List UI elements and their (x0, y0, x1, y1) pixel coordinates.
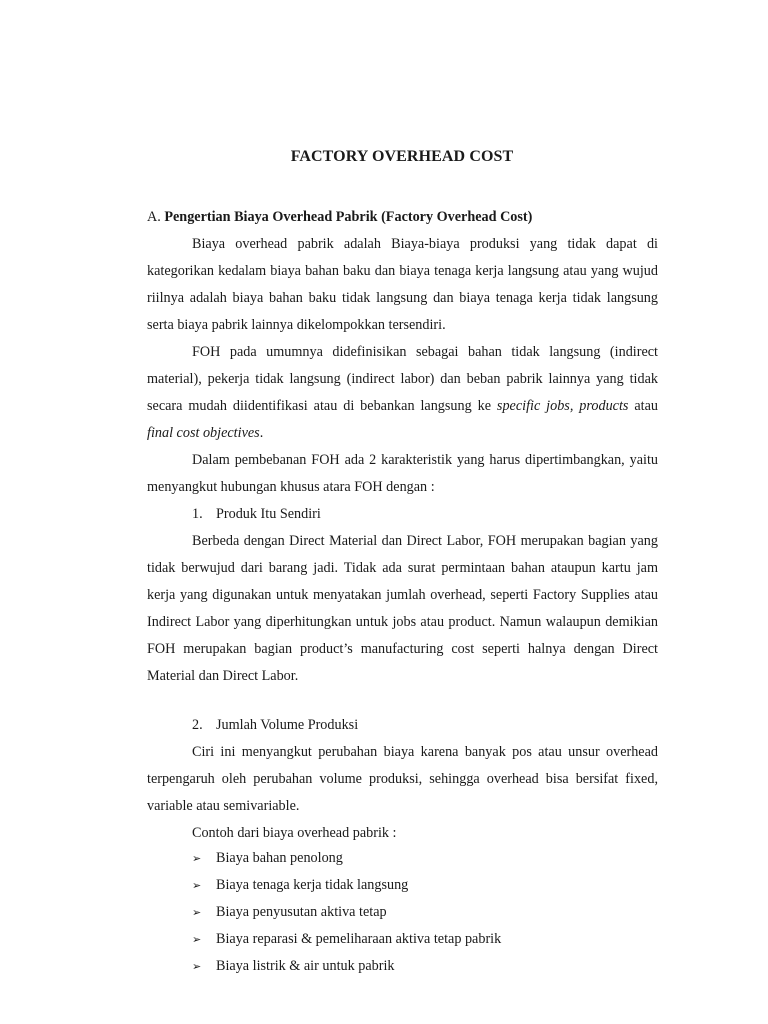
paragraph-block-1 (147, 231, 658, 501)
list-item-2 (192, 712, 358, 739)
arrow-bullet-icon: ➢ (192, 960, 202, 973)
paragraph-examples-intro: Contoh dari biaya overhead pabrik : (192, 825, 397, 841)
list-item: ➢ Biaya reparasi & pemeliharaan aktiva tetap pabrik (192, 926, 501, 953)
section-prefix: A. (147, 209, 161, 225)
paragraph-volume: Ciri ini menyangkut perubahan biaya karena banyak pos atau unsur overhead terpengaruh oleh perubahan volume produksi, sehingga overhead bisa bersifat fixed, variable atau semivariable. (147, 744, 658, 814)
arrow-bullet-icon: ➢ (192, 933, 202, 946)
paragraph-foh-text-start: FOH pada umumnya didefinisikan sebagai bahan tidak langsung (indirect material), pekerja tidak langsung (indirect labor) dan beban pabrik lainnya yang tidak secara mudah diidentifikasi atau di bebankan langsung ke (147, 344, 658, 414)
list-item-2-number: 2. (192, 717, 203, 733)
paragraph-block-2 (147, 528, 658, 690)
paragraph-foh-italic-2: final cost objectives (147, 425, 260, 441)
paragraph-definition: Biaya overhead pabrik adalah Biaya-biaya produksi yang tidak dapat di kategorikan kedalam biaya bahan baku dan biaya tenaga kerja langsung atau yang wujud riilnya adalah biaya bahan baku tidak langsung dan biaya tenaga kerja tidak langsung serta biaya pabrik lainnya dikelompokkan tersendiri. (147, 236, 658, 333)
paragraph-foh-italic-1: specific jobs, products (496, 398, 629, 414)
page-title: FACTORY OVERHEAD COST (290, 148, 514, 165)
list-item-2-label: Jumlah Volume Produksi (216, 717, 359, 733)
examples-list (192, 845, 501, 980)
paragraph-product: Berbeda dengan Direct Material dan Direct Labor, FOH merupakan bagian yang tidak berwujud dari barang jadi. Tidak ada surat permintaan bahan ataupun kartu jam kerja yang digunakan untuk menyatakan jumlah overhead, seperti Factory Supplies atau Indirect Labor yang diperhitungkan untuk jobs atau product. Namun walaupun demikian FOH merupakan bagian product’s manufacturing cost seperti halnya dengan Direct Material dan Direct Labor. (147, 533, 658, 684)
section-heading (147, 204, 667, 231)
list-item: ➢ Biaya penyusutan aktiva tetap (192, 899, 501, 926)
arrow-bullet-icon: ➢ (192, 852, 202, 865)
paragraph-foh-text-mid: atau (628, 398, 658, 414)
paragraph-foh-definition (147, 339, 658, 447)
paragraph-characteristics: Dalam pembebanan FOH ada 2 karakteristik yang harus dipertimbangkan, yaitu menyangkut hubungan khusus atara FOH dengan : (147, 452, 658, 495)
paragraph-foh-text-end: . (259, 425, 264, 441)
list-item-1-number: 1. (192, 506, 203, 522)
list-item: ➢ Biaya bahan penolong (192, 845, 501, 872)
arrow-bullet-icon: ➢ (192, 879, 202, 892)
paragraph-block-3 (147, 739, 658, 847)
list-item-1 (192, 501, 321, 528)
list-item-1-label: Produk Itu Sendiri (216, 506, 321, 522)
section-title: Pengertian Biaya Overhead Pabrik (Factory Overhead Cost) (164, 209, 533, 225)
list-item: ➢ Biaya listrik & air untuk pabrik (192, 953, 501, 980)
arrow-bullet-icon: ➢ (192, 906, 202, 919)
list-item: ➢ Biaya tenaga kerja tidak langsung (192, 872, 501, 899)
